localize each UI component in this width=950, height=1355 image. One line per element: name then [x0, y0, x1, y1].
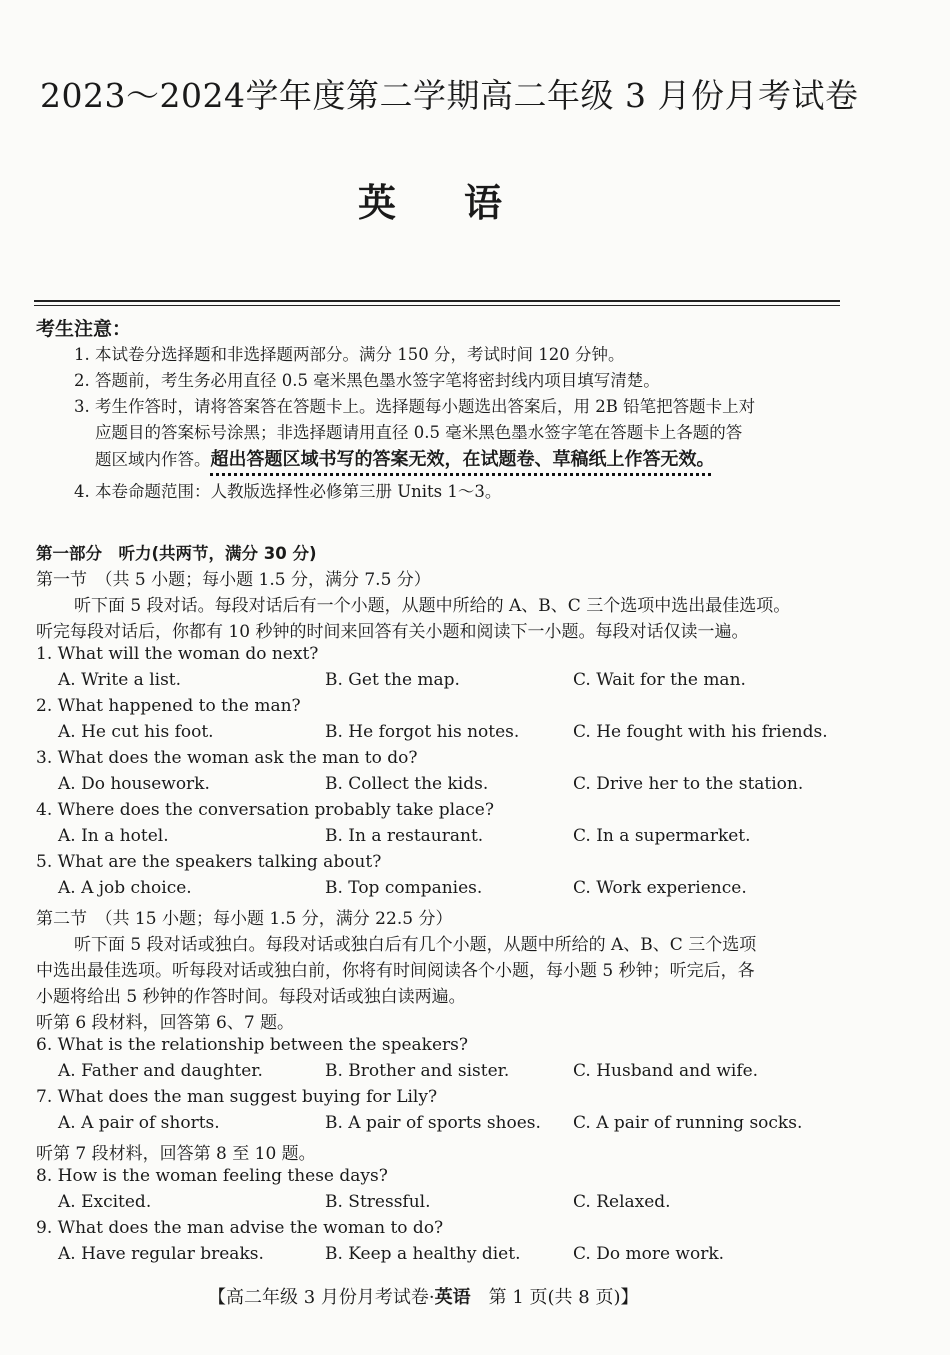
exam-title: 2023～2024学年度第二学期高二年级 3 月份月考试卷	[40, 76, 859, 115]
q9-option-a: A. Have regular breaks.	[58, 1244, 264, 1264]
footer-left: 【高二年级 3 月份月考试卷·	[208, 1287, 435, 1308]
section2-instructions-line1: 听下面 5 段对话或独白。每段对话或独白后有几个小题，从题中所给的 A、B、C 三个选项	[74, 935, 757, 955]
q5-option-c: C. Work experience.	[573, 878, 747, 898]
q4-option-a: A. In a hotel.	[58, 826, 169, 846]
question-2: 2. What happened to the man?	[36, 696, 301, 716]
section2-instructions-line2: 中选出最佳选项。听每段对话或独白前，你将有时间阅读各个小题，每小题 5 秒钟；听完后，各	[36, 961, 755, 981]
question-6: 6. What is the relationship between the speakers?	[36, 1035, 469, 1055]
notice-item-3-prefix: 题区域内作答。	[95, 450, 211, 469]
q1-option-c: C. Wait for the man.	[573, 670, 746, 690]
q6-option-a: A. Father and daughter.	[58, 1061, 263, 1081]
footer-page-number: 第 1 页(共 8 页)】	[470, 1287, 639, 1308]
notice-item-3-line1: 3. 考生作答时，请将答案答在答题卡上。选择题每小题选出答案后，用 2B 铅笔把答题卡上对	[74, 397, 756, 416]
notice-heading: 考生注意：	[36, 318, 132, 340]
q3-option-c: C. Drive her to the station.	[573, 774, 804, 794]
question-5: 5. What are the speakers talking about?	[36, 852, 382, 872]
notice-item-2: 2. 答题前，考生务必用直径 0.5 毫米黑色墨水签字笔将密封线内项目填写清楚。	[74, 371, 660, 390]
notice-warning-text: 超出答题区域书写的答案无效，在试题卷、草稿纸上作答无效。	[210, 449, 715, 470]
part1-heading: 第一部分 听力(共两节，满分 30 分)	[36, 544, 317, 563]
q4-option-c: C. In a supermarket.	[573, 826, 751, 846]
q3-option-b: B. Collect the kids.	[325, 774, 489, 794]
q7-option-c: C. A pair of running socks.	[573, 1113, 803, 1133]
q1-option-b: B. Get the map.	[325, 670, 460, 690]
question-8: 8. How is the woman feeling these days?	[36, 1166, 388, 1186]
material-6-label: 听第 6 段材料，回答第 6、7 题。	[36, 1013, 295, 1033]
divider-bottom	[34, 305, 840, 306]
notice-item-1: 1. 本试卷分选择题和非选择题两部分。满分 150 分，考试时间 120 分钟。	[74, 345, 625, 364]
notice-item-4: 4. 本卷命题范围：人教版选择性必修第三册 Units 1～3。	[74, 482, 502, 501]
q7-option-b: B. A pair of sports shoes.	[325, 1113, 541, 1133]
q8-option-a: A. Excited.	[58, 1192, 152, 1212]
q2-option-a: A. He cut his foot.	[58, 722, 214, 742]
q1-option-a: A. Write a list.	[58, 670, 182, 690]
q9-option-b: B. Keep a healthy diet.	[325, 1244, 521, 1264]
question-1: 1. What will the woman do next?	[36, 644, 319, 664]
q3-option-a: A. Do housework.	[58, 774, 210, 794]
section1-heading: 第一节 （共 5 小题；每小题 1.5 分，满分 7.5 分）	[36, 570, 431, 590]
section1-instructions-line1: 听下面 5 段对话。每段对话后有一个小题，从题中所给的 A、B、C 三个选项中选出最佳选项。	[74, 596, 791, 616]
section1-instructions-line2: 听完每段对话后，你都有 10 秒钟的时间来回答有关小题和阅读下一小题。每段对话仅读一遍。	[36, 622, 749, 642]
notice-item-3-line3	[95, 445, 715, 471]
q2-option-c: C. He fought with his friends.	[573, 722, 828, 742]
q8-option-b: B. Stressful.	[325, 1192, 431, 1212]
notice-item-3-line2: 应题目的答案标号涂黑；非选择题请用直径 0.5 毫米黑色墨水签字笔在答题卡上各题的答	[95, 423, 743, 442]
q5-option-a: A. A job choice.	[58, 878, 192, 898]
q6-option-c: C. Husband and wife.	[573, 1061, 759, 1081]
question-7: 7. What does the man suggest buying for Lily?	[36, 1087, 438, 1107]
q6-option-b: B. Brother and sister.	[325, 1061, 510, 1081]
material-7-label: 听第 7 段材料，回答第 8 至 10 题。	[36, 1144, 316, 1164]
q2-option-b: B. He forgot his notes.	[325, 722, 520, 742]
section2-heading: 第二节 （共 15 小题；每小题 1.5 分，满分 22.5 分）	[36, 909, 453, 929]
question-4: 4. Where does the conversation probably take place?	[36, 800, 494, 820]
section2-instructions-line3: 小题将给出 5 秒钟的作答时间。每段对话或独白读两遍。	[36, 987, 466, 1007]
q5-option-b: B. Top companies.	[325, 878, 483, 898]
question-3: 3. What does the woman ask the man to do?	[36, 748, 418, 768]
subject-title: 英语	[358, 181, 571, 225]
q7-option-a: A. A pair of shorts.	[58, 1113, 220, 1133]
divider-top	[34, 300, 840, 302]
page-footer	[208, 1283, 638, 1309]
q8-option-c: C. Relaxed.	[573, 1192, 671, 1212]
q4-option-b: B. In a restaurant.	[325, 826, 484, 846]
question-9: 9. What does the man advise the woman to do?	[36, 1218, 444, 1238]
q9-option-c: C. Do more work.	[573, 1244, 725, 1264]
footer-subject: 英语	[434, 1287, 471, 1308]
